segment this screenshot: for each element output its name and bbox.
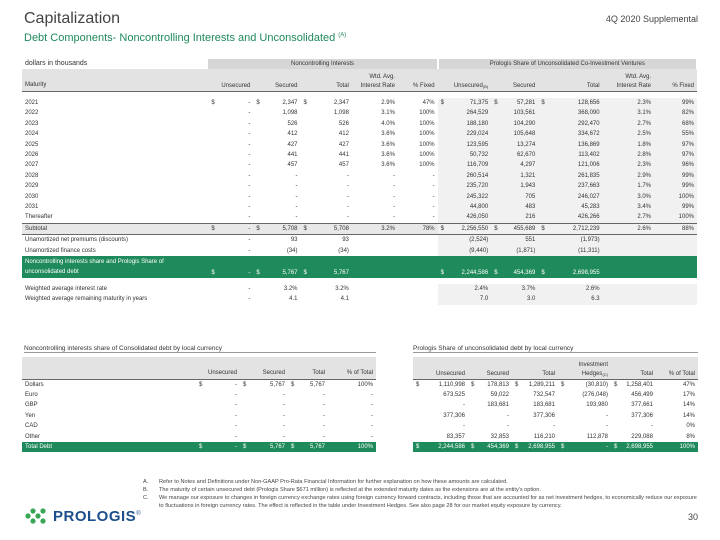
col-header: % of Total [328,357,376,379]
warm-row: Weighted average remaining maturity in years - 4.1 4.1 7.0 3.0 6.3 [22,294,697,304]
footnote: A. Refer to Notes and Definitions under Non-GAAP Pro-Rata Financial Information for further explanation on how these amounts are calculated. [143,479,508,485]
col-header: % of Total [656,357,698,379]
maturity-table [22,59,698,305]
report-period: 4Q 2020 Supplemental [605,14,698,24]
premiums-row: Unamortized net premiums (discounts) - 93 93 (2,524) 551 (1,973) [22,235,697,246]
currency-row: Dollars $ - $ 5,767 $ 5,767 100% [25,381,373,388]
table-row: 2030 - - - - - 245,322 705 246,027 3.0% 100% [22,192,697,202]
prologis-logo-icon [24,506,48,526]
col-header: Secured [253,69,300,91]
col-header: Secured [491,69,538,91]
col-header: Unsecured$^{(B)}$ [438,69,492,91]
col-header: % Fixed [398,69,438,91]
currency-row: Yen - - - - [25,412,373,419]
units-label: dollars in thousands [25,60,88,67]
currency-nc-table [22,357,376,452]
group-header-row [22,59,697,69]
subtitle-note: (A) [338,32,347,39]
currency-row: - - - - - 0% [463,423,695,430]
table-row: 2028 - - - - - 260,514 1,321 261,835 2.9% 99% [22,171,697,181]
currency-row: 83,357 32,853 116,210 112,878 229,088 8% [446,433,695,440]
nci-share-row: Noncontrolling interests share and Prologis Share of unconsolidated debt $ - $ 5,767 $ 5,767 $ 2,244,586 $ 454,369 $ 2,698,955 [22,256,697,278]
wair-row: Weighted average interest rate - 3.2% 3.2% 2.4% 3.7% 2.6% [22,284,697,294]
col-header: Wtd. Avg. Interest Rate [603,69,654,91]
column-header-row [413,357,698,379]
table-row: 2027 - 457 457 3.6% 100% 116,709 4,297 121,006 2.3% 96% [22,160,697,170]
finance-costs-row: Unamortized finance costs - (34) (34) (9,440) (1,871) (11,311) [22,246,697,256]
currency-row: Euro - - - - [25,391,373,398]
column-header-row [22,357,376,379]
table-row: Thereafter - - - - - 426,050 216 426,266 2.7% 100% [22,212,697,223]
group-prologis-share: Prologis Share of Unconsolidated Co-Investment Ventures [438,59,697,69]
total-debt-row: $ 2,244,586 $ 454,369 $ 2,698,955 $ - $ 2,698,955 100% [413,442,698,452]
page-subtitle [24,32,346,44]
col-header: Unsecured [208,69,253,91]
col-header: Investment Hedges$^{(C)}$ [558,357,611,379]
currency-nc-title: Noncontrolling interests share of Consolidated debt by local currency [24,345,376,353]
col-maturity: Maturity [22,69,208,91]
page-number: 30 [687,512,698,522]
table-row: 2024 - 412 412 3.6% 100% 229,024 105,648 334,672 2.5% 55% [22,129,697,139]
col-header: Total [611,357,656,379]
footnote: C. We manage our exposure to changes in foreign currency exchange rates using foreign currency forward contracts, including those that are accounted for as net investment hedges, to economically reduce our exposure to fluctuations in foreign currency rates. The effect is reflected in the table under Investment Hedges. See also page 28 for our market equity exposure by currency. [143,495,697,509]
table-row: 2023 - 526 526 4.0% 100% 188,180 104,290 292,470 2.7% 68% [22,119,697,129]
currency-row: 377,306 - 377,306 - 377,306 14% [443,412,695,419]
currency-row: 673,525 59,022 732,547 (276,048) 456,499 17% [443,391,695,398]
col-header: % Fixed [654,69,697,91]
currency-row: $ 1,110,998 $ 178,813 $ 1,289,211 $ (30,810) $ 1,258,401 47% [416,381,695,388]
currency-row: - 183,681 183,681 193,980 377,661 14% [463,402,695,409]
currency-pl-table [413,357,698,452]
footnote: B. The maturity of certain unsecured debt (Prologis Share $671 million) is reflected at the extended maturity dates as the extensions are at the entity's option. [143,487,541,493]
col-header: Unsecured [413,357,468,379]
table-row: 2021 $ - $ 2,347 $ 2,347 2.9% 47% $ 71,375 $ 57,281 $ 128,656 2.3% 99% [22,98,697,108]
col-header: Unsecured [196,357,240,379]
col-header: Total [288,357,328,379]
col-header: Secured [240,357,288,379]
logo-text: PROLOGIS® [53,507,142,525]
col-header: Total [301,69,352,91]
table-row: 2025 - 427 427 3.6% 100% 123,595 13,274 136,869 1.8% 97% [22,140,697,150]
group-noncontrolling: Noncontrolling Interests [208,59,437,69]
currency-row: Other - - - - [25,433,373,440]
footnotes [143,478,698,510]
column-header-row [22,69,697,91]
currency-pl-title: Prologis Share of unconsolidated debt by local currency [413,345,698,353]
subtotal-row: Subtotal $ - $ 5,708 $ 5,708 3.2% 78% $ 2,256,550 $ 455,689 $ 2,712,239 2.6% 88% [22,223,697,234]
table-row: 2031 - - - - - 44,800 483 45,283 3.4% 99% [22,202,697,212]
total-debt-row: Total Debt $ - $ 5,767 $ 5,767 100% [22,442,376,452]
col-header: Wtd. Avg. Interest Rate [352,69,398,91]
currency-row: CAD - - - - [25,423,373,430]
page-title: Capitalization [24,10,121,27]
col-header: Secured [468,357,512,379]
table-row: 2026 - 441 441 3.6% 100% 50,732 62,670 113,402 2.8% 97% [22,150,697,160]
col-header: Total [512,357,558,379]
currency-row: GBP - - - - [25,402,373,409]
table-row: 2029 - - - - - 235,720 1,943 237,663 1.7% 99% [22,181,697,191]
col-header: Total [538,69,602,91]
subtitle-text: Debt Components- Noncontrolling Interests and Unconsolidated [24,32,336,44]
table-row: 2022 - 1,098 1,098 3.1% 100% 264,529 103,561 368,090 3.1% 82% [22,108,697,118]
prologis-logo [24,506,141,526]
